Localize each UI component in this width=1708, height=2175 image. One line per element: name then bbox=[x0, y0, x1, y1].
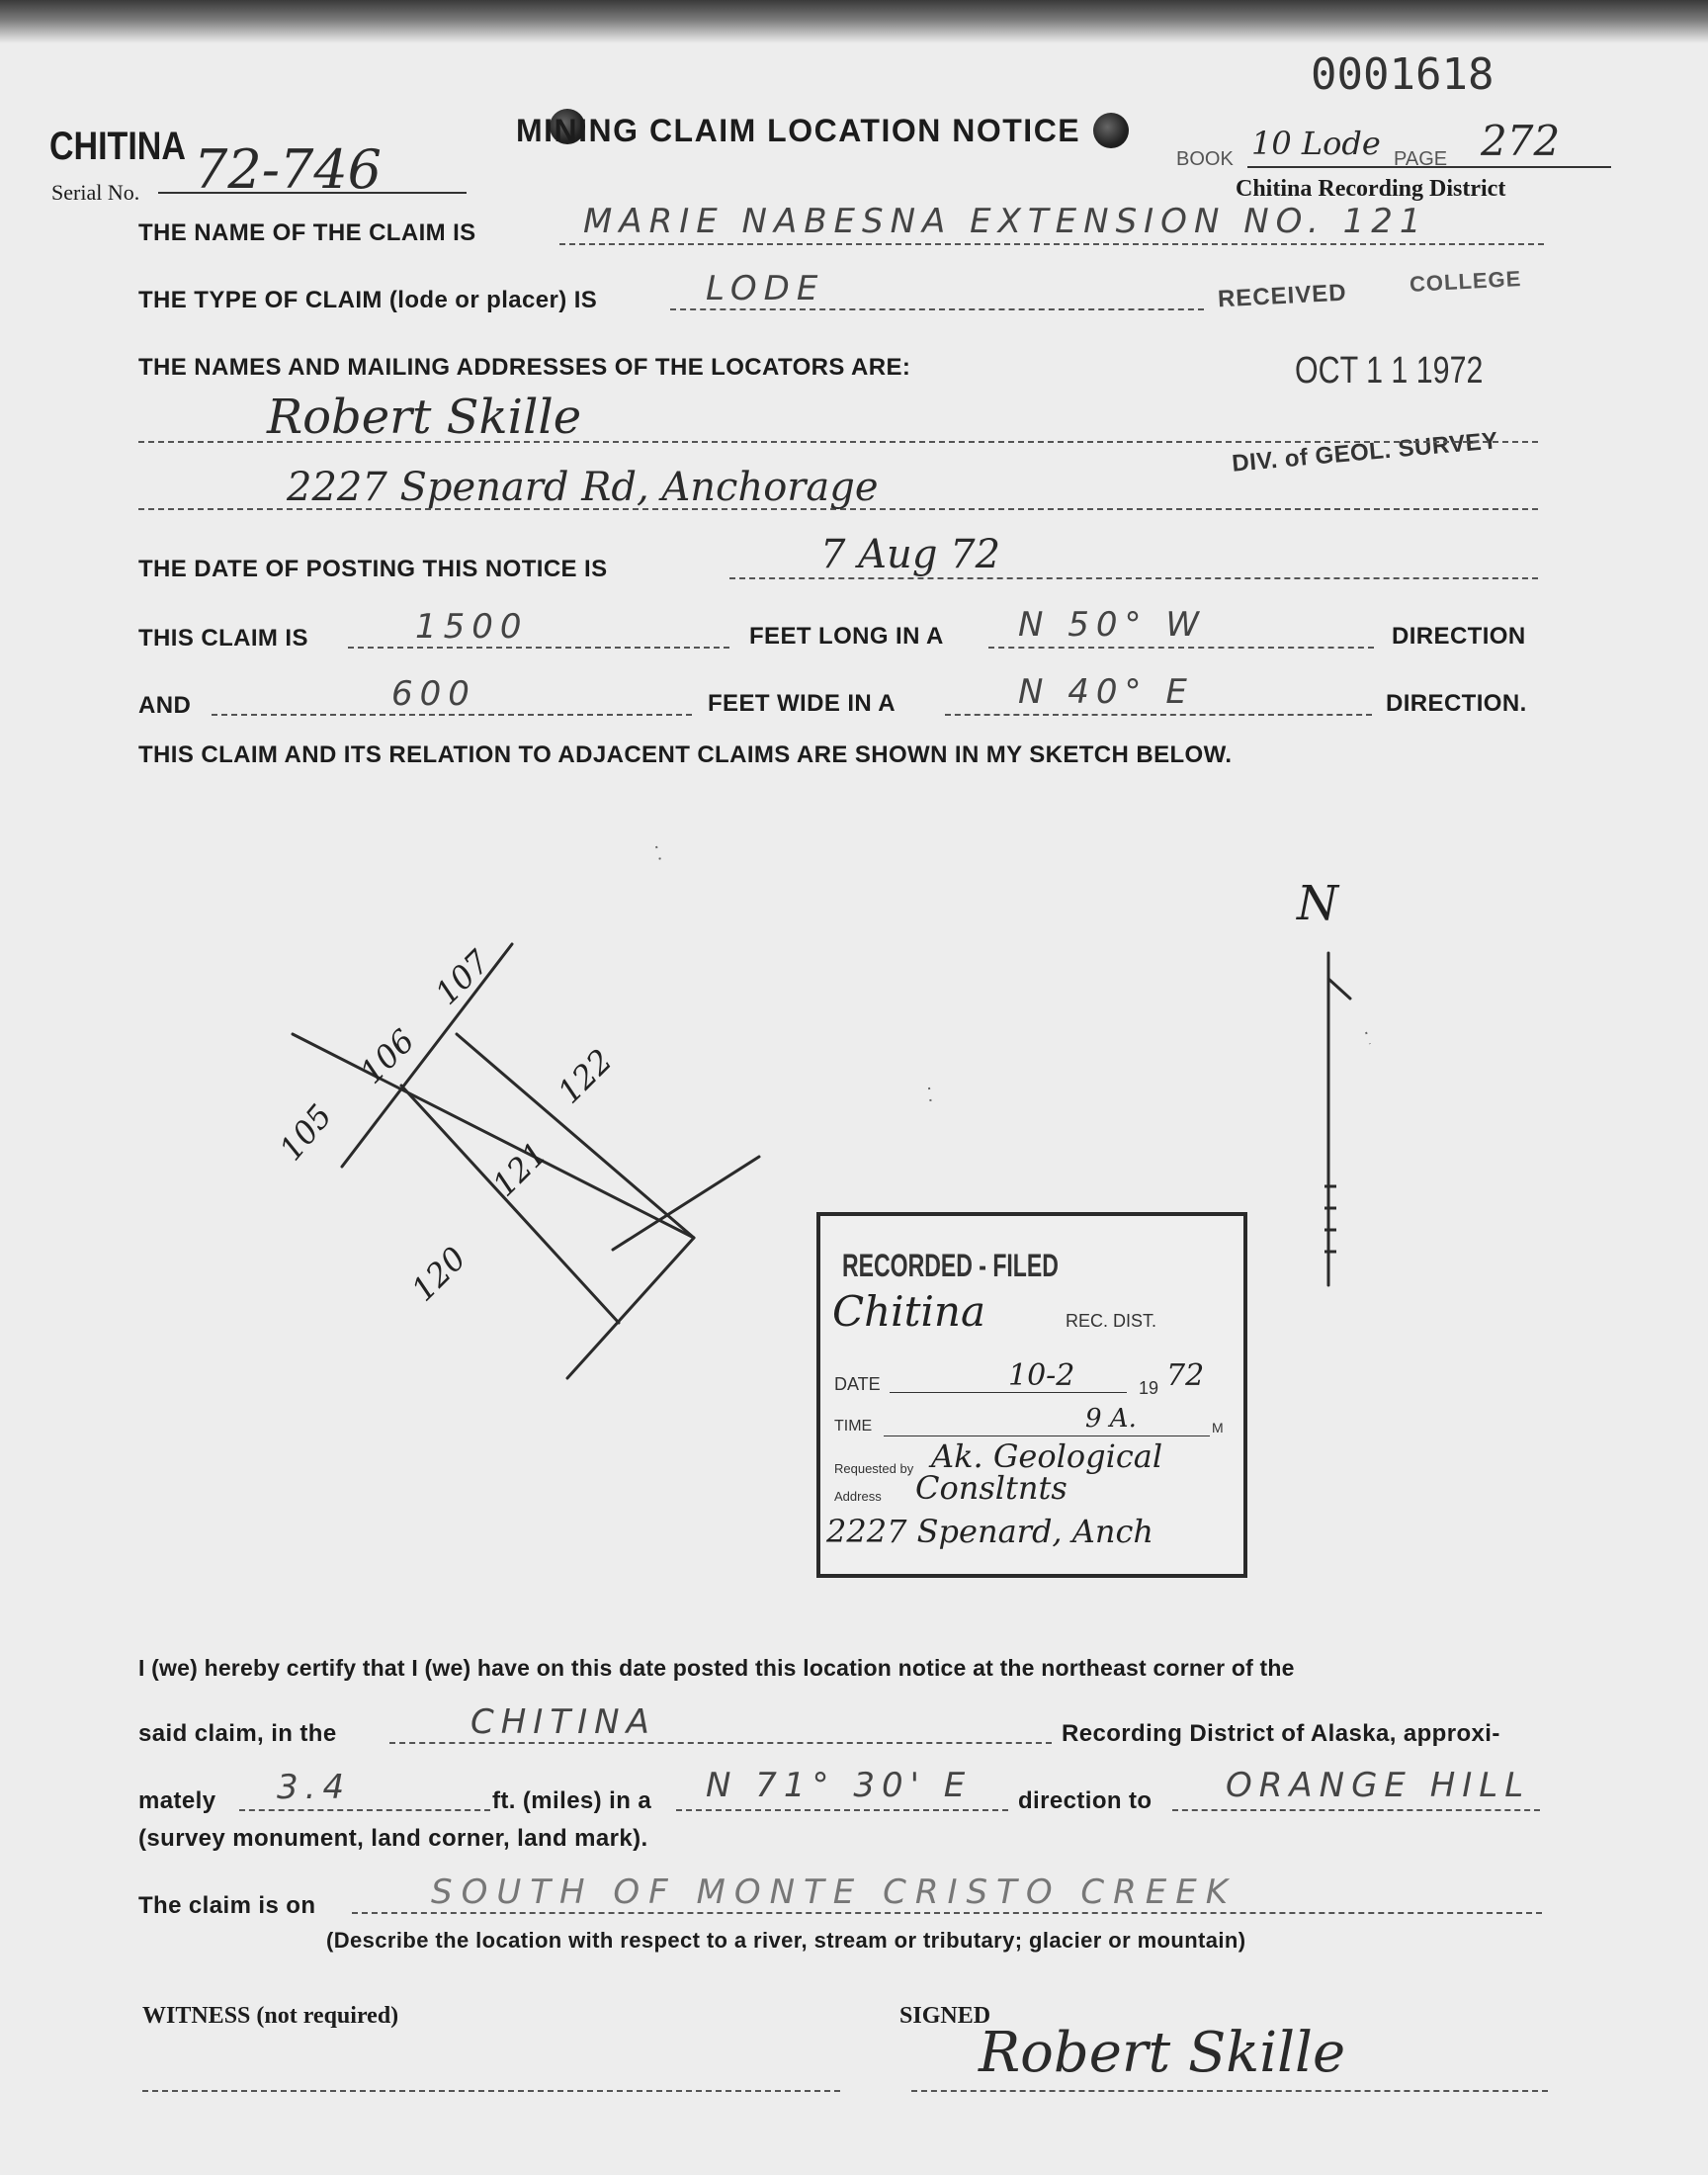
recorded-stamp-district: Chitina bbox=[832, 1287, 986, 1336]
certification-line3a: mately bbox=[138, 1787, 216, 1814]
sketch-label: THIS CLAIM AND ITS RELATION TO ADJACENT CLAIMS ARE SHOWN IN MY SKETCH BELOW. bbox=[138, 741, 1233, 768]
landmark-value-line bbox=[1172, 1809, 1540, 1811]
length-direction-value: N 50° W bbox=[1018, 605, 1206, 645]
claim-name-line bbox=[559, 243, 1544, 245]
width-value-line bbox=[212, 714, 692, 716]
district-corner-label: CHITINA bbox=[49, 125, 186, 168]
width-label-b: FEET WIDE IN A bbox=[708, 690, 897, 717]
received-stamp-date: OCT 1 1 1972 bbox=[1295, 350, 1484, 392]
signature-line bbox=[911, 2090, 1548, 2092]
punch-hole-right bbox=[1093, 113, 1129, 148]
length-value-line bbox=[348, 647, 729, 649]
signed-label: SIGNED bbox=[899, 2003, 991, 2029]
sketch-label-122: 122 bbox=[550, 1041, 620, 1111]
recorded-stamp-year-value: 72 bbox=[1166, 1358, 1205, 1393]
district-value: CHITINA bbox=[470, 1702, 656, 1742]
recorded-stamp-time-suffix: M bbox=[1212, 1420, 1224, 1436]
recorded-stamp-requested-value: Ak. Geological bbox=[931, 1437, 1163, 1475]
posting-date-line bbox=[729, 577, 1538, 579]
signature: Robert Skille bbox=[979, 2021, 1346, 2085]
width-label-a: AND bbox=[138, 692, 192, 719]
distance-value-line bbox=[239, 1809, 490, 1811]
north-arrow-ticks bbox=[1324, 1186, 1336, 1252]
recorded-stamp-time-label: TIME bbox=[834, 1418, 873, 1435]
width-direction-value: N 40° E bbox=[1018, 672, 1194, 712]
claim-type-label: THE TYPE OF CLAIM (lode or placer) IS bbox=[138, 287, 598, 313]
serial-label: Serial No. bbox=[51, 180, 140, 205]
sketch-label-107: 107 bbox=[427, 942, 497, 1012]
document-title: MINING CLAIM LOCATION NOTICE bbox=[516, 113, 1081, 148]
claim-type-line bbox=[670, 308, 1204, 310]
certification-line2a: said claim, in the bbox=[138, 1720, 337, 1747]
posting-date-value: 7 Aug 72 bbox=[820, 532, 1001, 577]
locators-label: THE NAMES AND MAILING ADDRESSES OF THE LOCATORS ARE: bbox=[138, 354, 911, 381]
serial-underline bbox=[158, 192, 467, 194]
district-value-line bbox=[389, 1742, 1052, 1744]
certification-line4: (survey monument, land corner, land mark). bbox=[138, 1825, 648, 1852]
recorded-stamp-time-value: 9 A. bbox=[1085, 1404, 1137, 1434]
length-label-a: THIS CLAIM IS bbox=[138, 625, 308, 652]
recorded-stamp-requested-label: Requested by bbox=[834, 1461, 914, 1476]
length-value: 1500 bbox=[415, 607, 529, 647]
document-number: 0001618 bbox=[1311, 49, 1494, 100]
length-direction-line bbox=[988, 647, 1374, 649]
certification-line3c: direction to bbox=[1018, 1787, 1153, 1814]
direction-value-line bbox=[676, 1809, 1008, 1811]
distance-value: 3.4 bbox=[277, 1768, 352, 1807]
certification-line2b: Recording District of Alaska, approxi- bbox=[1062, 1720, 1500, 1747]
claim-type-value: LODE bbox=[706, 269, 825, 308]
sketch-label-121: 121 bbox=[484, 1134, 555, 1204]
sketch-label-105: 105 bbox=[272, 1096, 340, 1169]
recorded-stamp-address-value2: 2227 Spenard, Anch bbox=[826, 1513, 1154, 1550]
book-label: BOOK bbox=[1176, 148, 1234, 170]
claim-on-label: The claim is on bbox=[138, 1892, 316, 1919]
recorded-stamp-rec-dist: REC. DIST. bbox=[1066, 1311, 1157, 1331]
describe-note: (Describe the location with respect to a river, stream or tributary; glacier or mountain) bbox=[326, 1928, 1246, 1953]
north-arrow-label: N bbox=[1297, 876, 1338, 931]
posting-date-label: THE DATE OF POSTING THIS NOTICE IS bbox=[138, 556, 608, 582]
recorded-stamp-address-value1: Consltnts bbox=[915, 1469, 1068, 1507]
sketch-label-106: 106 bbox=[352, 1021, 422, 1091]
page-value: 272 bbox=[1481, 117, 1561, 165]
recorded-stamp-year-prefix: 19 bbox=[1139, 1378, 1159, 1398]
landmark-value: ORANGE HILL bbox=[1226, 1766, 1531, 1805]
recorded-stamp-date-value: 10-2 bbox=[1008, 1358, 1075, 1393]
serial-value: 72-746 bbox=[194, 138, 383, 201]
width-direction-line bbox=[945, 714, 1372, 716]
received-stamp-survey: DIV. of GEOL. SURVEY bbox=[1231, 427, 1499, 478]
page-label: PAGE bbox=[1394, 148, 1448, 170]
recording-district-label: Chitina Recording District bbox=[1236, 176, 1506, 202]
witness-label: WITNESS (not required) bbox=[142, 2003, 399, 2029]
locator-address-value: 2227 Spenard Rd, Anchorage bbox=[287, 465, 879, 510]
claim-name-value: MARIE NABESNA EXTENSION NO. 121 bbox=[583, 202, 1428, 241]
book-page-underline bbox=[1247, 166, 1611, 168]
recorded-stamp-date-label: DATE bbox=[834, 1374, 881, 1394]
claim-on-value: SOUTH OF MONTE CRISTO CREEK bbox=[431, 1872, 1238, 1912]
recorded-filed-stamp bbox=[816, 1212, 1247, 1578]
sketch-label-120: 120 bbox=[403, 1239, 473, 1309]
width-value: 600 bbox=[391, 674, 476, 714]
length-label-c: DIRECTION bbox=[1392, 623, 1526, 650]
claim-on-line bbox=[352, 1912, 1542, 1914]
received-stamp-college: COLLEGE bbox=[1409, 266, 1522, 297]
witness-line bbox=[142, 2090, 840, 2092]
recorded-stamp-address-label: Address bbox=[834, 1489, 882, 1504]
width-label-c: DIRECTION. bbox=[1386, 690, 1527, 717]
claim-name-label: THE NAME OF THE CLAIM IS bbox=[138, 219, 476, 246]
book-value: 10 Lode bbox=[1251, 125, 1381, 162]
length-label-b: FEET LONG IN A bbox=[749, 623, 944, 650]
recorded-stamp-title: RECORDED - FILED bbox=[842, 1248, 1059, 1283]
locator-name-value: Robert Skille bbox=[267, 390, 582, 445]
certification-line3b: ft. (miles) in a bbox=[492, 1787, 652, 1814]
certification-line1: I (we) hereby certify that I (we) have on this date posted this location notice at the northeast corner of the bbox=[138, 1655, 1295, 1681]
received-stamp-line1: RECEIVED bbox=[1217, 279, 1348, 313]
direction-value: N 71° 30' E bbox=[706, 1766, 973, 1805]
scan-top-edge bbox=[0, 0, 1708, 44]
